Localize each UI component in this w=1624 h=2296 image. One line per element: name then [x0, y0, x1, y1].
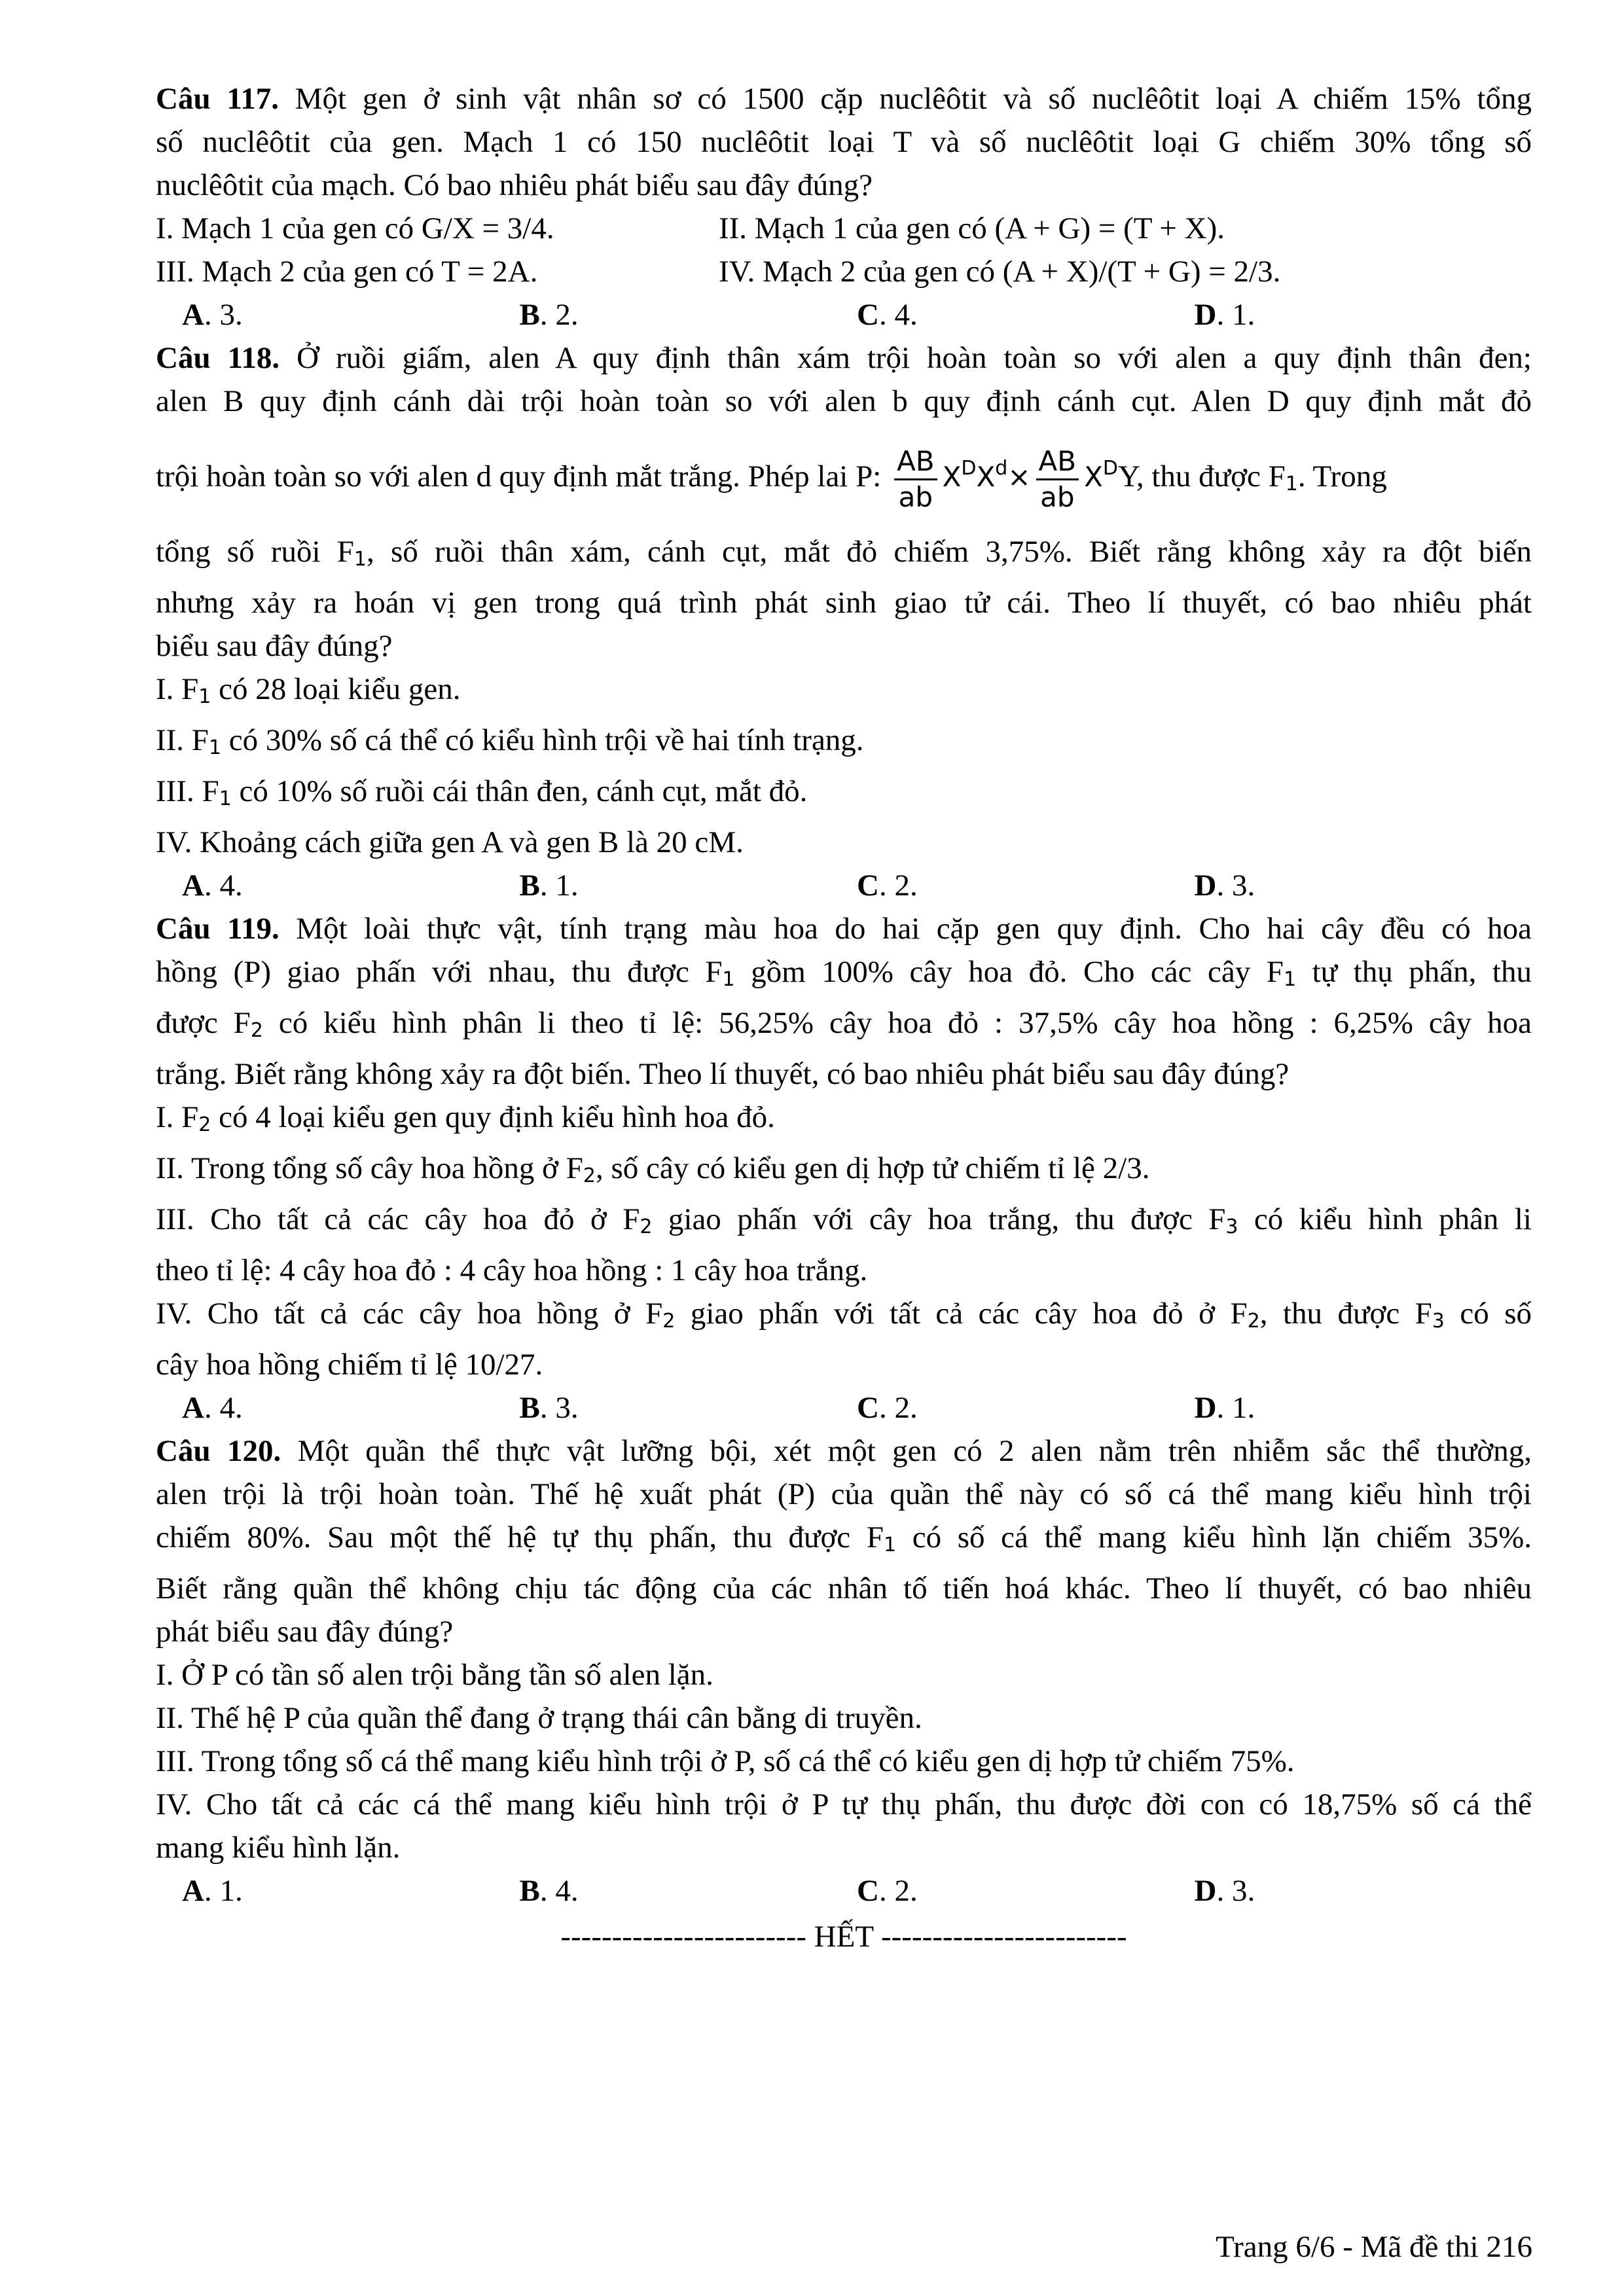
statement-117-4: IV. Mạch 2 của gen có (A + X)/(T + G) = 2/3. [719, 255, 1281, 289]
page-footer: Trang 6/6 - Mã đề thi 216 [1216, 2230, 1532, 2264]
statement-118-3: III. $F_1$ có 10% số ruồi cái thân đen, cánh cụt, mắt đỏ. [156, 774, 808, 810]
statement-117-3: III. Mạch 2 của gen có T = 2A. [156, 255, 538, 289]
statement-119-3: III. Cho tất cả các cây hoa đỏ ở $F_2$ giao phấn với cây hoa trắng, thu được $F_3$ có kiểu hình phân li [156, 1202, 1532, 1238]
question-117-text-1: Một gen ở sinh vật nhân sơ có 1500 cặp nuclêôtit và số nuclêôtit loại A chiếm 15% tổng [279, 82, 1532, 116]
answer-option-a[interactable]: A. 4. [182, 1391, 243, 1425]
answer-option-d[interactable]: D. 3. [1194, 1874, 1255, 1908]
statement-119-2: II. Trong tổng số cây hoa hồng ở $F_2$, số cây có kiểu gen dị hợp tử chiếm tỉ lệ 2/3. [156, 1151, 1150, 1187]
answer-option-b[interactable]: B. 2. [519, 298, 579, 332]
question-120-line-3: chiếm 80%. Sau một thế hệ tự thụ phấn, thu được $F_1$ có số cá thể mang kiểu hình lặn chiếm 35%. [156, 1520, 1532, 1556]
question-119 [156, 907, 1532, 1429]
question-118-line-3: trội hoàn toàn so với alen d quy định mắt trắng. Phép lai P: $\frac{AB}{ab}$ $X^DX^d\times$ $\frac{AB}{ab}$ $X^DY$, thu được $F_1$. Trong [156, 444, 1387, 513]
statement-120-3: III. Trong tổng số cá thể mang kiểu hình trội ở P, số cá thể có kiểu gen dị hợp tử chiếm 75%. [156, 1744, 1295, 1778]
question-118 [156, 336, 1532, 907]
question-120 [156, 1429, 1532, 1912]
exam-page [156, 77, 1532, 1958]
statement-119-3-cont: theo tỉ lệ: 4 cây hoa đỏ : 4 cây hoa hồng : 1 cây hoa trắng. [156, 1253, 868, 1287]
question-117-label: Câu 117. [156, 82, 279, 116]
answer-option-d[interactable]: D. 1. [1194, 1391, 1255, 1425]
answer-option-a[interactable]: A. 1. [182, 1874, 243, 1908]
statement-119-1: I. $F_2$ có 4 loại kiểu gen quy định kiểu hình hoa đỏ. [156, 1100, 775, 1136]
question-117-statements-row-2 [156, 250, 1532, 293]
statement-119-4: IV. Cho tất cả các cây hoa hồng ở $F_2$ giao phấn với tất cả các cây hoa đỏ ở $F_2$, thu được $F_3$ có số [156, 1297, 1532, 1333]
question-120-line-1: Câu 120. Một quần thể thực vật lưỡng bội, xét một gen có 2 alen nằm trên nhiễm sắc thể thường, [156, 1434, 1532, 1468]
question-120-line-2: alen trội là trội hoàn toàn. Thế hệ xuất phát (P) của quần thể này có số cá thể mang kiểu hình trội [156, 1477, 1532, 1511]
question-120-line-5: phát biểu sau đây đúng? [156, 1615, 454, 1649]
question-119-line-1: Câu 119. Một loài thực vật, tính trạng màu hoa do hai cặp gen quy định. Cho hai cây đều có hoa [156, 912, 1532, 946]
statement-120-2: II. Thế hệ P của quần thể đang ở trạng thái cân bằng di truyền. [156, 1701, 922, 1735]
question-118-label: Câu 118. [156, 341, 280, 375]
question-119-answers [156, 1386, 1532, 1429]
answer-option-d[interactable]: D. 1. [1194, 298, 1255, 332]
answer-option-d[interactable]: D. 3. [1194, 869, 1255, 903]
question-118-line-1: Câu 118. Ở ruồi giấm, alen A quy định thân xám trội hoàn toàn so với alen a quy định thân đen; [156, 341, 1532, 375]
answer-option-c[interactable]: C. 4. [857, 298, 918, 332]
question-119-label: Câu 119. [156, 912, 280, 946]
answer-option-c[interactable]: C. 2. [857, 1391, 918, 1425]
end-of-exam-marker: ------------------------ HẾT ------------------------ [560, 1920, 1127, 1954]
answer-option-b[interactable]: B. 3. [519, 1391, 579, 1425]
question-120-answers [156, 1869, 1532, 1912]
genotype-fraction-female: $\frac{AB}{ab}$ [894, 444, 937, 514]
genotype-fraction-male: $\frac{AB}{ab}$ [1036, 444, 1079, 514]
question-118-line-2: alen B quy định cánh dài trội hoàn toàn so với alen b quy định cánh cụt. Alen D quy định mắt đỏ [156, 384, 1532, 418]
answer-option-c[interactable]: C. 2. [857, 869, 918, 903]
answer-option-b[interactable]: B. 4. [519, 1874, 579, 1908]
question-119-line-3: được $F_2$ có kiểu hình phân li theo tỉ lệ: 56,25% cây hoa đỏ : 37,5% cây hoa hồng : 6,25% cây hoa [156, 1006, 1532, 1042]
statement-118-1: I. $F_1$ có 28 loại kiểu gen. [156, 672, 461, 708]
question-118-line-4: tổng số ruồi $F_1$, số ruồi thân xám, cánh cụt, mắt đỏ chiếm 3,75%. Biết rằng không xảy ra đột biến [156, 535, 1532, 571]
answer-option-c[interactable]: C. 2. [857, 1874, 918, 1908]
question-117-line-1 [156, 77, 1532, 120]
question-117-answers [156, 293, 1532, 336]
statement-120-4-cont: mang kiểu hình lặn. [156, 1831, 401, 1865]
question-117-line-3: nuclêôtit của mạch. Có bao nhiêu phát biểu sau đây đúng? [156, 168, 873, 202]
statement-120-4: IV. Cho tất cả các cá thể mang kiểu hình trội ở P tự thụ phấn, thu được đời con có 18,75% số cá thể [156, 1787, 1532, 1821]
question-119-line-2: hồng (P) giao phấn với nhau, thu được $F_1$ gồm 100% cây hoa đỏ. Cho các cây $F_1$ tự thụ phấn, thu [156, 955, 1532, 991]
statement-119-4-cont: cây hoa hồng chiếm tỉ lệ 10/27. [156, 1348, 543, 1382]
question-120-line-4: Biết rằng quần thể không chịu tác động của các nhân tố tiến hoá khác. Theo lí thuyết, có bao nhiêu [156, 1571, 1532, 1605]
question-117-line-2: số nuclêôtit của gen. Mạch 1 có 150 nuclêôtit loại T và số nuclêôtit loại G chiếm 30% tổng số [156, 125, 1532, 159]
question-119-line-4: trắng. Biết rằng không xảy ra đột biến. Theo lí thuyết, có bao nhiêu phát biểu sau đây đúng? [156, 1057, 1290, 1091]
cross-symbol: × [1007, 461, 1031, 493]
statement-117-2: II. Mạch 1 của gen có (A + G) = (T + X). [719, 211, 1225, 245]
answer-option-a[interactable]: A. 3. [182, 298, 243, 332]
question-117 [156, 77, 1532, 336]
answer-option-a[interactable]: A. 4. [182, 869, 243, 903]
statement-120-1: I. Ở P có tần số alen trội bằng tần số alen lặn. [156, 1658, 713, 1692]
statement-117-1: I. Mạch 1 của gen có G/X = 3/4. [156, 211, 554, 245]
question-118-answers [156, 864, 1532, 907]
question-118-line-5: nhưng xảy ra hoán vị gen trong quá trình phát sinh giao tử cái. Theo lí thuyết, có bao nhiêu phát [156, 586, 1532, 620]
question-120-label: Câu 120. [156, 1434, 281, 1468]
statement-118-4: IV. Khoảng cách giữa gen A và gen B là 20 cM. [156, 825, 744, 859]
statement-118-2: II. $F_1$ có 30% số cá thể có kiểu hình trội về hai tính trạng. [156, 723, 864, 759]
answer-option-b[interactable]: B. 1. [519, 869, 579, 903]
question-118-line-6: biểu sau đây đúng? [156, 629, 393, 663]
question-117-statements-row-1 [156, 207, 1532, 250]
